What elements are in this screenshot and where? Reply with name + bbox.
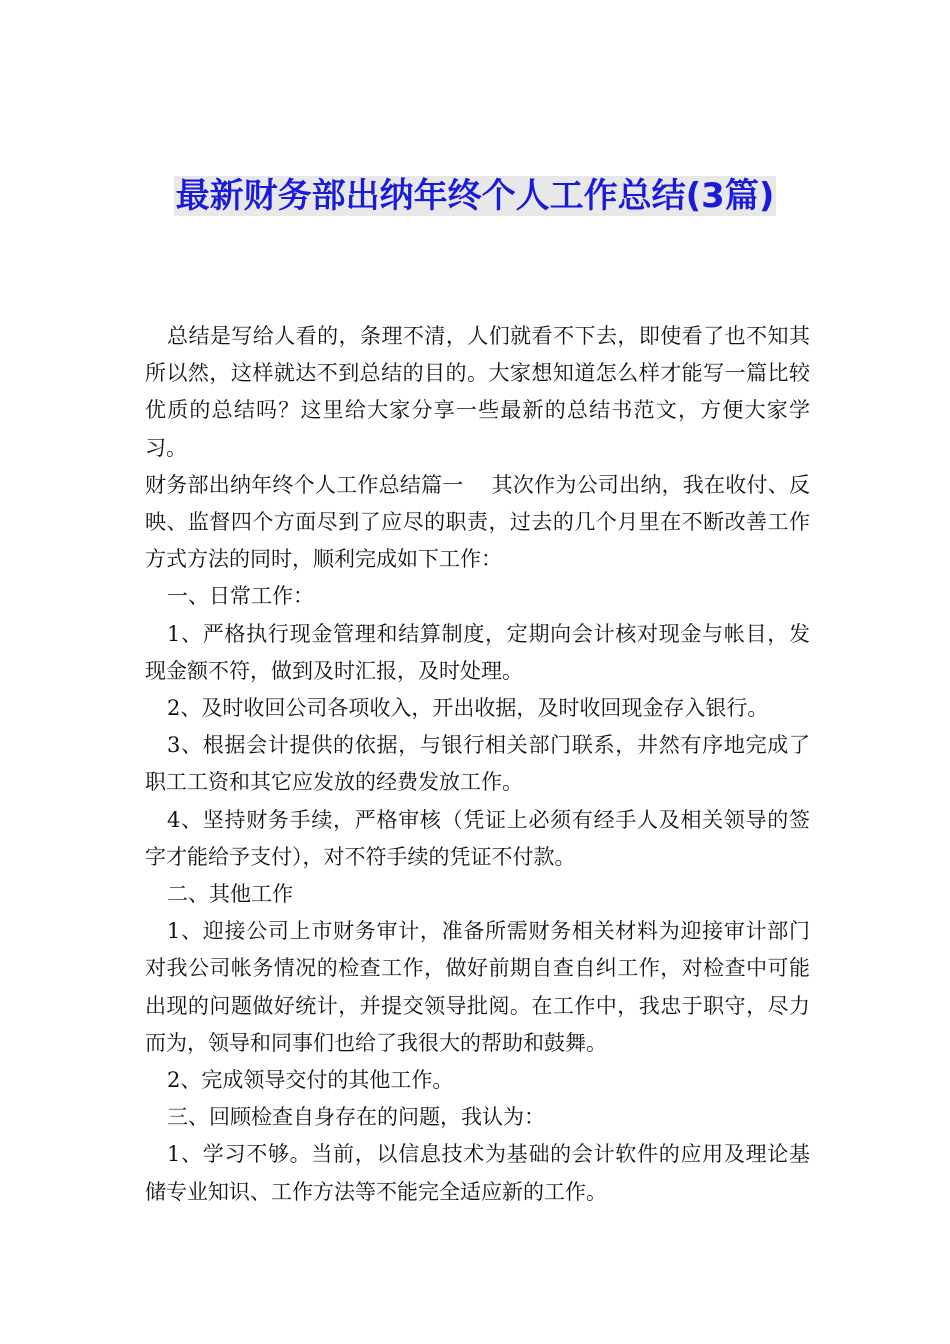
paragraph-item: 2、及时收回公司各项收入，开出收据，及时收回现金存入银行。 [167, 696, 769, 721]
paragraph-item: 2、完成领导交付的其他工作。 [167, 1068, 454, 1093]
paragraph-heading-review: 三、回顾检查自身存在的问题，我认为： [167, 1105, 545, 1130]
paragraph-item: 1、迎接公司上市财务审计，准备所需财务相关材料为迎接审计部门对我公司帐务情况的检查工作，做好前期自查自纠工作，对检查中可能出现的问题做好统计，并提交领导批阅。在工作中，我忠于职守，尽力而为，领导和同事们也给了我很大的帮助和鼓舞。 [145, 919, 810, 1055]
paragraph-item: 4、坚持财务手续，严格审核（凭证上必须有经手人及相关领导的签字才能给予支付），对不符手续的凭证不付款。 [145, 807, 810, 869]
paragraph-item: 1、严格执行现金管理和结算制度，定期向会计核对现金与帐目，发现金额不符，做到及时汇报，及时处理。 [145, 621, 810, 683]
document-title-text: 最新财务部出纳年终个人工作总结(3篇) [175, 176, 775, 216]
paragraph-item: 3、根据会计提供的依据，与银行相关部门联系，井然有序地完成了职工工资和其它应发放的经费发放工作。 [145, 733, 810, 795]
paragraph-item: 1、学习不够。当前，以信息技术为基础的会计软件的应用及理论基储专业知识、工作方法等不能完全适应新的工作。 [145, 1142, 810, 1204]
paragraph-intro: 总结是写给人看的，条理不清，人们就看不下去，即使看了也不知其所以然，这样就达不到总结的目的。大家想知道怎么样才能写一篇比较优质的总结吗？这里给大家分享一些最新的总结书范文，方便大家学习。 [145, 324, 810, 460]
document-title [150, 170, 800, 222]
paragraph-section-heading: 财务部出纳年终个人工作总结篇一 其次作为公司出纳，我在收付、反映、监督四个方面尽到了应尽的职责，过去的几个月里在不断改善工作方式方法的同时，顺利完成如下工作： [145, 472, 810, 572]
paragraph-heading-daily-work: 一、日常工作： [167, 584, 314, 609]
document-body [145, 318, 810, 1211]
paragraph-heading-other-work: 二、其他工作 [167, 882, 293, 907]
